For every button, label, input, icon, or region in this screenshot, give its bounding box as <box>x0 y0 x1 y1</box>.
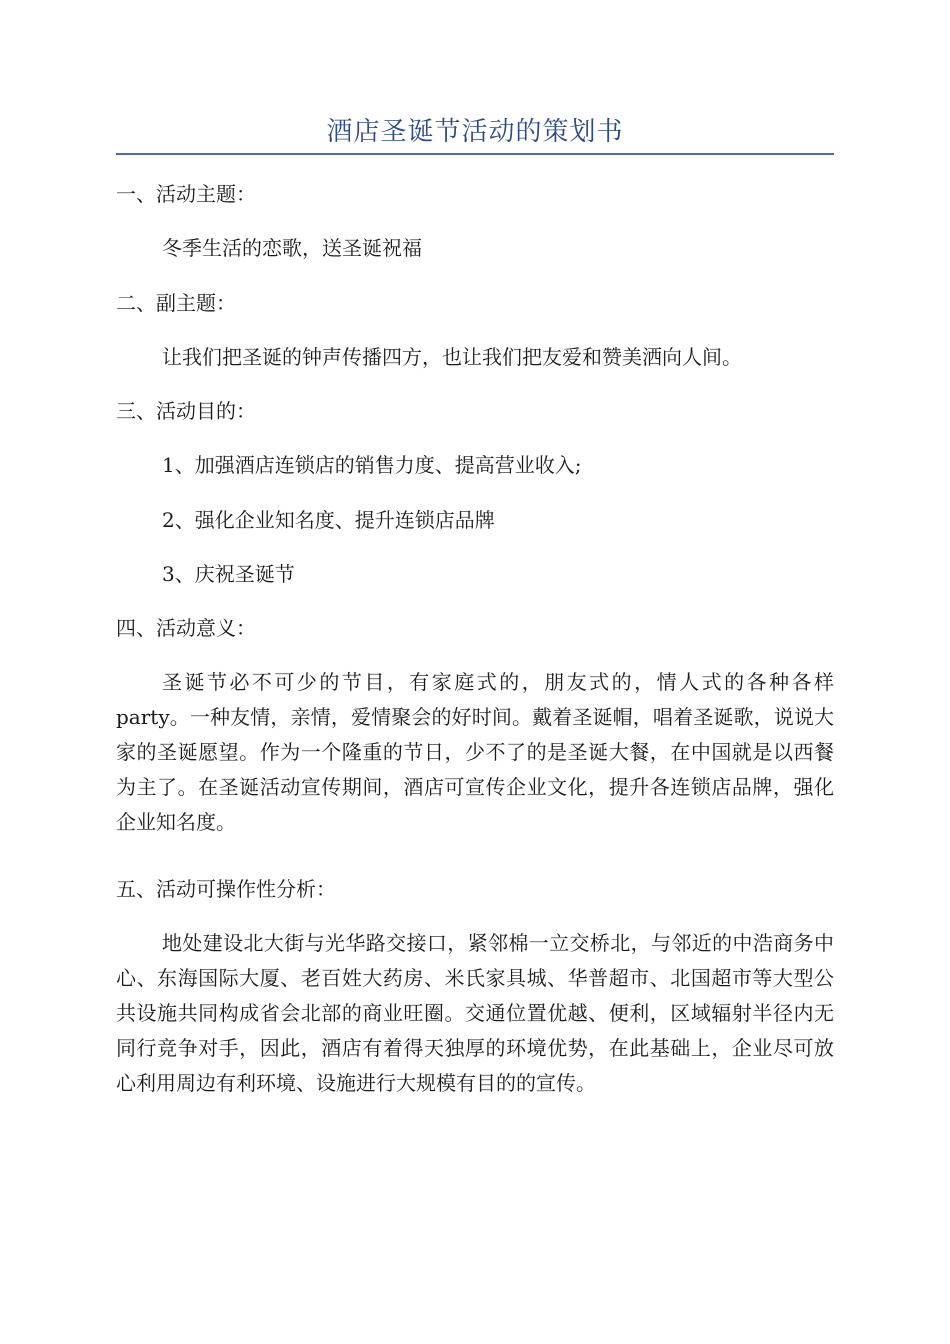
list-item: 2、强化企业知名度、提升连锁店品牌 <box>162 508 495 532</box>
title-underline <box>116 153 834 155</box>
section-heading-feasibility: 五、活动可操作性分析： <box>116 877 336 901</box>
section-heading-theme: 一、活动主题： <box>116 182 256 206</box>
section-heading-subtheme: 二、副主题： <box>116 291 236 315</box>
document-title: 酒店圣诞节活动的策划书 <box>326 117 624 147</box>
section-heading-purpose: 三、活动目的： <box>116 399 256 423</box>
section-paragraph-significance: 圣诞节必不可少的节目，有家庭式的，朋友式的，情人式的各种各样party。一种友情，亲情，爱情聚会的好时间。戴着圣诞帽，唱着圣诞歌，说说大家的圣诞愿望。作为一个隆重的节日，少不了的是圣诞大餐，在中国就是以西餐为主了。在圣诞活动宣传期间，酒店可宣传企业文化，提升各连锁店品牌，强化企业知名度。 <box>116 670 834 834</box>
section-content-subtheme: 让我们把圣诞的钟声传播四方，也让我们把友爱和赞美洒向人间。 <box>162 345 742 369</box>
section-paragraph-feasibility: 地处建设北大街与光华路交接口，紧邻棉一立交桥北，与邻近的中浩商务中心、东海国际大厦、老百姓大药房、米氏家具城、华普超市、北国超市等大型公共设施共同构成省会北部的商业旺圈。交通位置优越、便利，区域辐射半径内无同行竞争对手，因此，酒店有着得天独厚的环境优势，在此基础上，企业尽可放心利用周边有利环境、设施进行大规模有目的的宣传。 <box>116 931 834 1095</box>
list-item: 3、庆祝圣诞节 <box>162 562 295 586</box>
list-item: 1、加强酒店连锁店的销售力度、提高营业收入; <box>162 453 582 477</box>
section-content-theme: 冬季生活的恋歌，送圣诞祝福 <box>162 236 422 260</box>
section-heading-significance: 四、活动意义： <box>116 616 256 640</box>
